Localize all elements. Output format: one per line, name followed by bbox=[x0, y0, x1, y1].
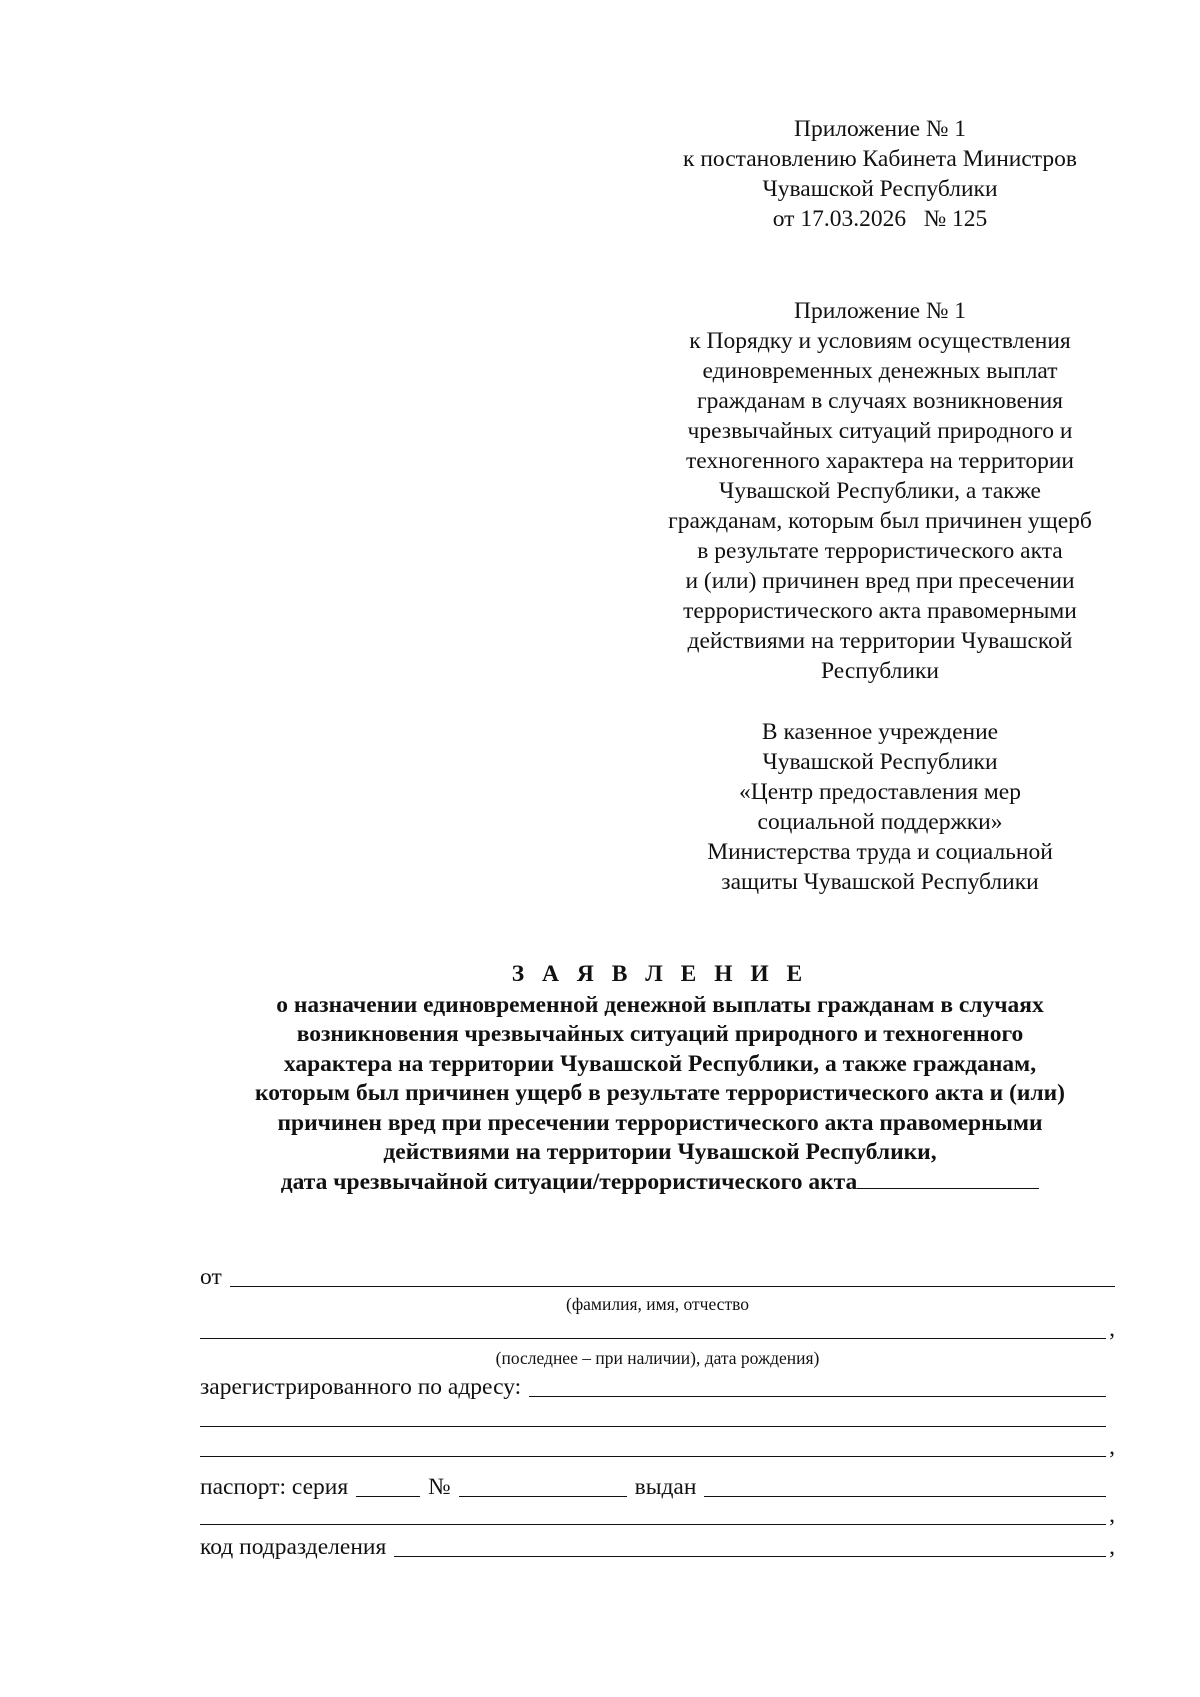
passport-number-field[interactable] bbox=[459, 1495, 627, 1497]
from-label: от bbox=[200, 1264, 222, 1290]
division-code-label: код подразделения bbox=[200, 1534, 387, 1560]
recipient-line: Чувашской Республики bbox=[762, 749, 998, 775]
title-line: характера на территории Чувашской Республики, а также гражданам, bbox=[283, 1050, 1037, 1077]
order-line: Чувашской Республики, а также bbox=[719, 478, 1041, 504]
recipient-line: защиты Чувашской Республики bbox=[721, 869, 1039, 895]
order-line: чрезвычайных ситуаций природного и bbox=[687, 418, 1073, 444]
issued-row-2 bbox=[200, 1500, 1115, 1530]
title-line: причинен вред при пресечении террористического акта правомерными bbox=[277, 1109, 1043, 1136]
passport-series-label: паспорт: серия bbox=[200, 1474, 349, 1500]
order-line: гражданам в случаях возникновения bbox=[697, 388, 1063, 414]
issued-by-field-2[interactable] bbox=[200, 1523, 1106, 1525]
approval-line: Приложение № 1 bbox=[793, 116, 967, 142]
from-row bbox=[200, 1262, 1115, 1292]
title-line: о назначении единовременной денежной выплаты гражданам в случаях bbox=[276, 991, 1044, 1018]
order-line: Приложение № 1 bbox=[793, 298, 967, 324]
approval-line: от 17.03.2026 № 125 bbox=[772, 206, 988, 232]
order-line: в результате террористического акта bbox=[697, 538, 1063, 564]
recipient-line: Министерства труда и социальной bbox=[707, 839, 1053, 865]
division-code-field[interactable] bbox=[394, 1555, 1106, 1557]
passport-number-sign: № bbox=[428, 1474, 451, 1500]
birth-caption: (последнее – при наличии), дата рождения) bbox=[495, 1348, 820, 1368]
title-heading: З А Я В Л Е Н И Е bbox=[511, 961, 809, 987]
passport-row bbox=[200, 1472, 1115, 1502]
comma: , bbox=[1109, 1502, 1115, 1528]
approval-line: к постановлению Кабинета Министров bbox=[683, 146, 1077, 172]
address-row-3 bbox=[200, 1432, 1115, 1462]
recipient-line: В казенное учреждение bbox=[761, 719, 999, 745]
full-name-field[interactable] bbox=[230, 1285, 1115, 1287]
order-line: и (или) причинен вред при пресечении bbox=[685, 568, 1075, 594]
address-row-2 bbox=[200, 1402, 1115, 1432]
date-field[interactable] bbox=[857, 1187, 1039, 1189]
passport-series-field[interactable] bbox=[356, 1495, 420, 1497]
comma: , bbox=[1109, 1316, 1115, 1342]
order-line: действиями на территории Чувашской bbox=[687, 628, 1073, 654]
name-continuation-row bbox=[200, 1314, 1115, 1344]
title-line: действиями на территории Чувашской Республики, bbox=[383, 1139, 937, 1165]
approval-stamp bbox=[615, 114, 1145, 234]
title-date-line bbox=[180, 1168, 1140, 1198]
order-line: к Порядку и условиям осуществления bbox=[689, 328, 1071, 354]
approval-line: Чувашской Республики bbox=[762, 176, 998, 202]
title-line: которым был причинен ущерб в результате террористического акта и (или) bbox=[254, 1080, 1066, 1106]
address-field-2[interactable] bbox=[200, 1425, 1106, 1427]
order-line: техногенного характера на территории bbox=[686, 448, 1074, 474]
name-continuation-field[interactable] bbox=[200, 1337, 1106, 1339]
comma: , bbox=[1109, 1534, 1115, 1560]
recipient-line: социальной поддержки» bbox=[757, 809, 1003, 835]
order-line: единовременных денежных выплат bbox=[702, 358, 1058, 384]
order-line: гражданам, которым был причинен ущерб bbox=[668, 508, 1092, 534]
order-appendix bbox=[615, 296, 1145, 686]
address-label: зарегистрированного по адресу: bbox=[200, 1374, 522, 1400]
full-name-caption: (фамилия, имя, отчество bbox=[566, 1294, 749, 1314]
comma: , bbox=[1109, 1434, 1115, 1460]
order-line: Республики bbox=[821, 658, 939, 684]
address-row bbox=[200, 1372, 1115, 1402]
recipient-line: «Центр предоставления мер bbox=[739, 779, 1021, 805]
recipient-address bbox=[615, 717, 1145, 897]
issued-label: выдан bbox=[634, 1474, 697, 1500]
address-field[interactable] bbox=[529, 1395, 1106, 1397]
date-label: дата чрезвычайной ситуации/террористического акта bbox=[280, 1168, 858, 1195]
order-line: террористического акта правомерными bbox=[683, 598, 1077, 624]
application-title bbox=[180, 960, 1140, 1197]
address-field-3[interactable] bbox=[200, 1455, 1106, 1457]
division-row bbox=[200, 1532, 1115, 1562]
issued-by-field[interactable] bbox=[704, 1495, 1106, 1497]
title-line: возникновения чрезвычайных ситуаций природного и техногенного bbox=[296, 1021, 1024, 1047]
